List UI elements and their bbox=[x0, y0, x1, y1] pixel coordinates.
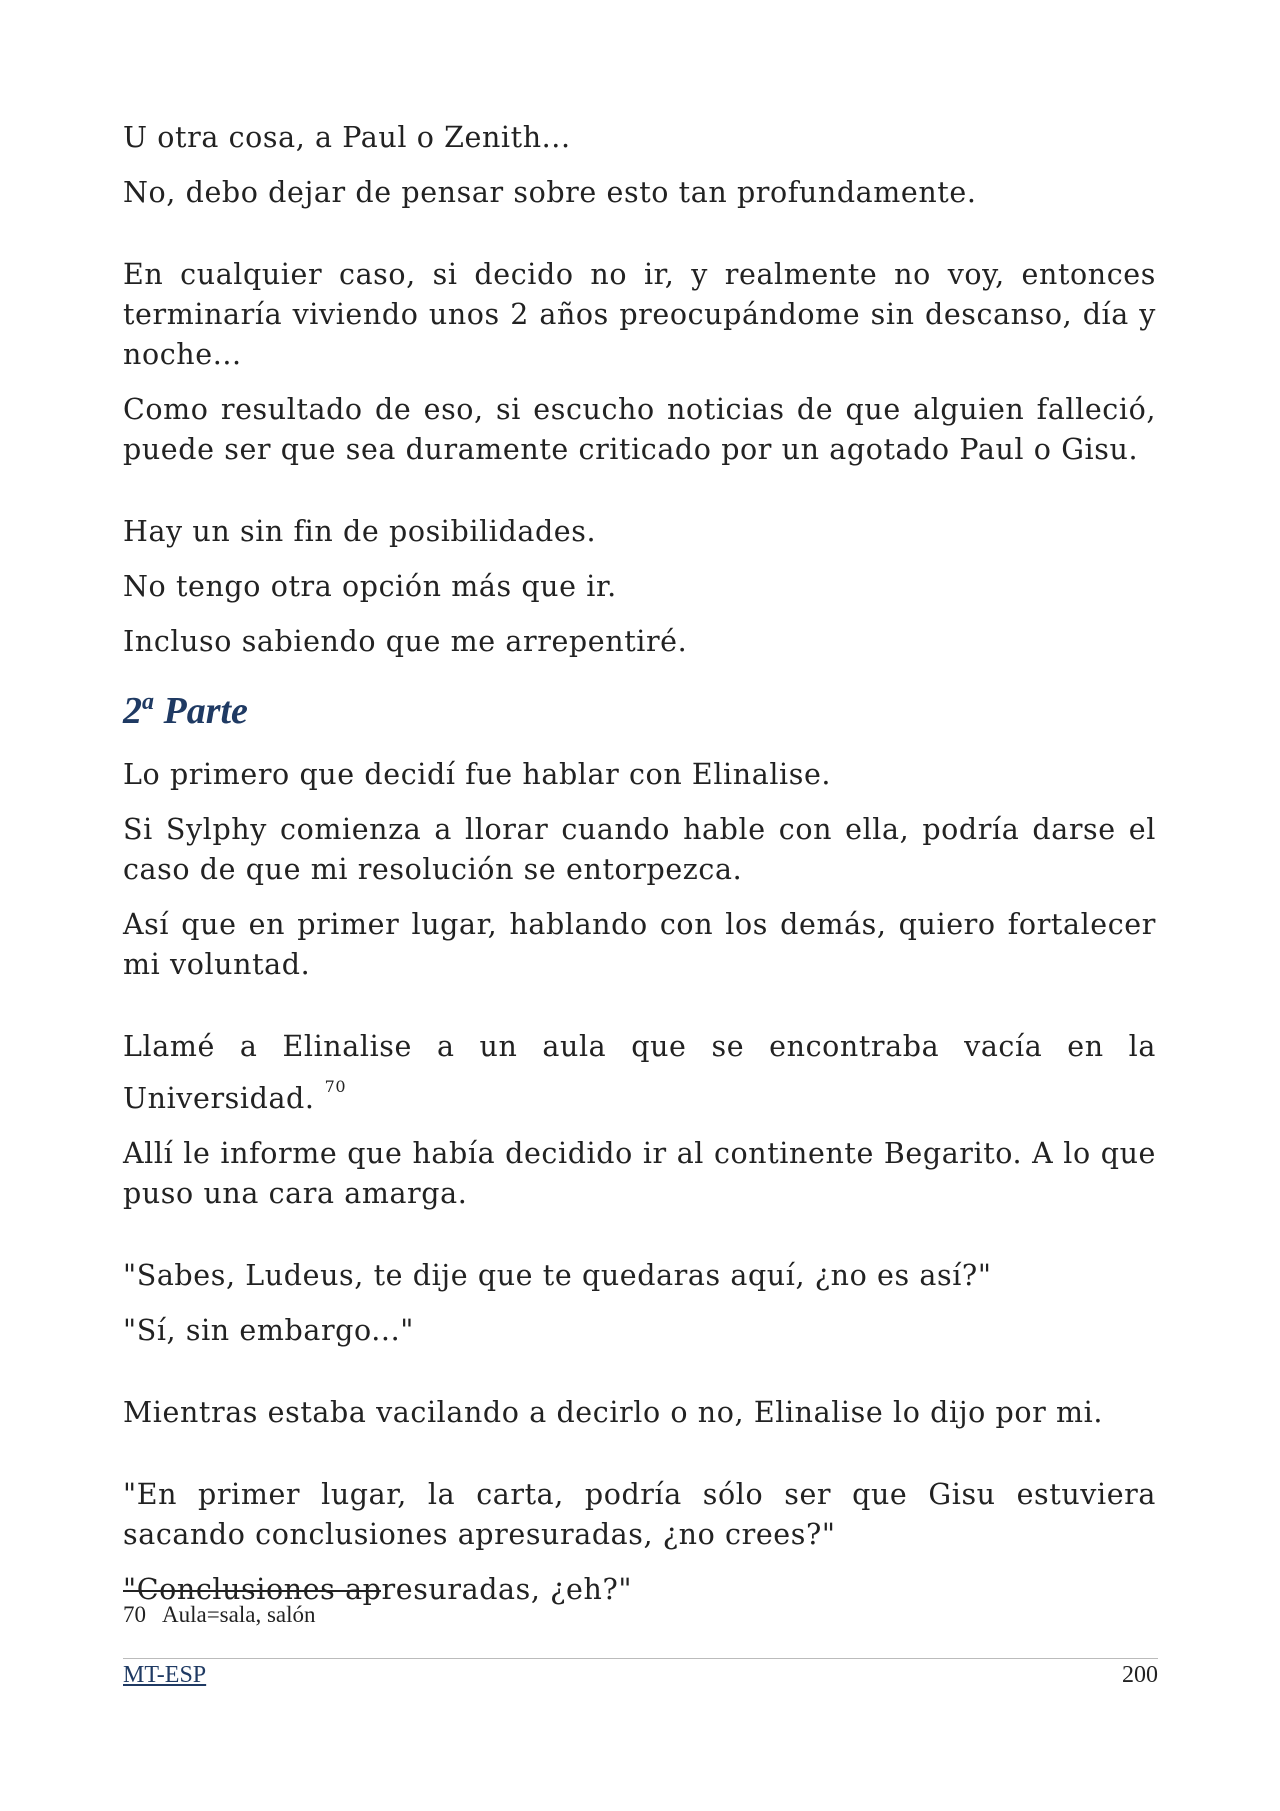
paragraph: No, debo dejar de pensar sobre esto tan profundamente. bbox=[123, 176, 977, 209]
footer-divider bbox=[123, 1658, 1158, 1659]
footnote bbox=[123, 1600, 316, 1630]
dialogue-line: "Sí, sin embargo..." bbox=[123, 1314, 414, 1347]
paragraph: Hay un sin fin de posibilidades. bbox=[123, 515, 597, 548]
dialogue-line: "En primer lugar, la carta, podría sólo ser que Gisu estuviera sacando conclusiones apresuradas, ¿no crees?" bbox=[123, 1478, 1156, 1551]
page-number: 200 bbox=[1122, 1662, 1158, 1688]
footnote-text: Aula=sala, salón bbox=[162, 1602, 316, 1627]
paragraph-text: Llamé a Elinalise a un aula que se encontraba vacía en la Universidad. bbox=[123, 1030, 1156, 1115]
paragraph: No tengo otra opción más que ir. bbox=[123, 570, 617, 603]
paragraph: Mientras estaba vacilando a decirlo o no, Elinalise lo dijo por mi. bbox=[123, 1396, 1104, 1429]
paragraph: Si Sylphy comienza a llorar cuando hable con ella, podría darse el caso de que mi resolución se entorpezca. bbox=[123, 813, 1156, 886]
heading-word: Parte bbox=[163, 690, 248, 732]
footnote-divider bbox=[123, 1590, 381, 1592]
dialogue-line: "Sabes, Ludeus, te dije que te quedaras aquí, ¿no es así?" bbox=[123, 1259, 992, 1292]
dialogue-line: "Conclusiones apresuradas, ¿eh?" bbox=[123, 1573, 633, 1606]
paragraph: Como resultado de eso, si escucho noticias de que alguien falleció, puede ser que sea duramente criticado por un agotado Paul o Gisu. bbox=[123, 393, 1156, 466]
heading-ordinal-indicator: a bbox=[142, 689, 154, 715]
paragraph: En cualquier caso, si decido no ir, y realmente no voy, entonces terminaría viviendo unos 2 años preocupándome sin descanso, día y noche... bbox=[123, 258, 1156, 371]
paragraph-with-footnote bbox=[123, 1027, 1156, 1119]
page-body bbox=[123, 118, 1156, 1625]
paragraph: Incluso sabiendo que me arrepentiré. bbox=[123, 625, 688, 658]
paragraph: Lo primero que decidí fue hablar con Elinalise. bbox=[123, 758, 832, 791]
paragraph: U otra cosa, a Paul o Zenith... bbox=[123, 121, 571, 154]
paragraph: Así que en primer lugar, hablando con los demás, quiero fortalecer mi voluntad. bbox=[123, 908, 1156, 981]
footnote-number: 70 bbox=[123, 1602, 146, 1627]
heading-number: 2 bbox=[123, 690, 142, 732]
footnote-reference[interactable]: 70 bbox=[324, 1077, 347, 1096]
section-heading bbox=[123, 677, 1156, 736]
paragraph: Allí le informe que había decidido ir al continente Begarito. A lo que puso una cara amarga. bbox=[123, 1137, 1156, 1210]
footer-link[interactable]: MT-ESP bbox=[123, 1662, 207, 1688]
